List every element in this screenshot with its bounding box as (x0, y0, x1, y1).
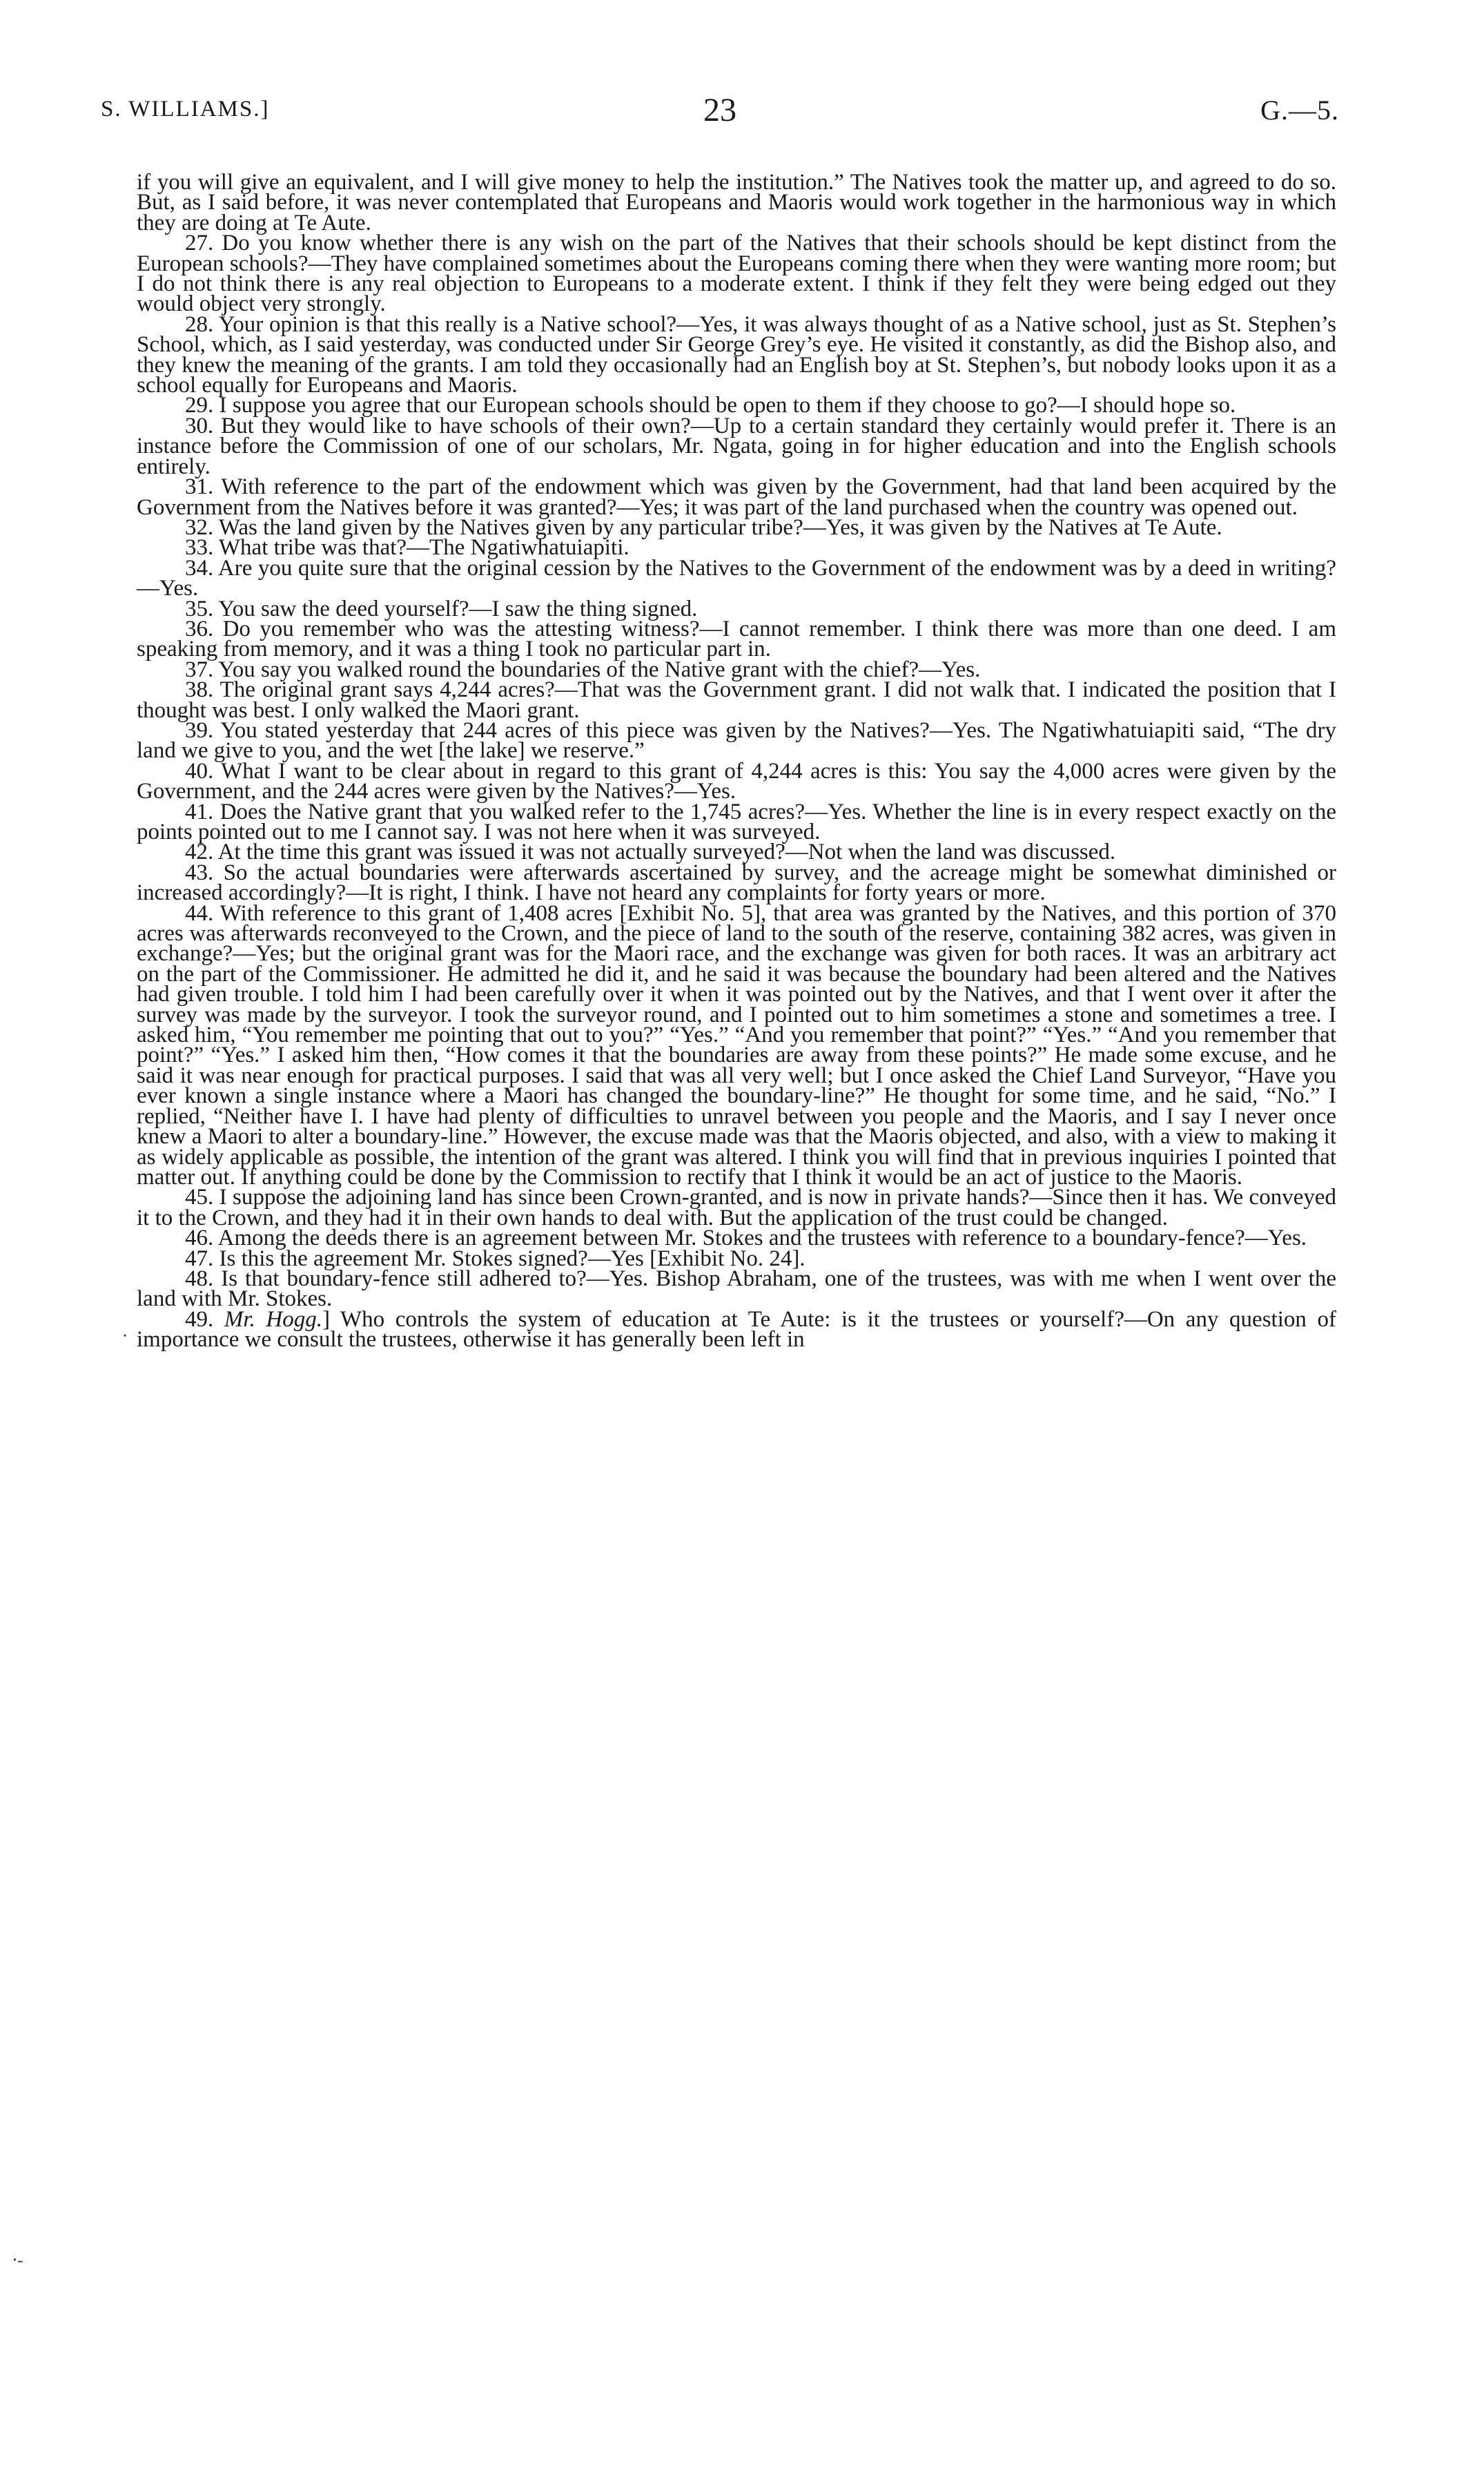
paragraph: 28. Your opinion is that this really is a Native school?—Yes, it was always thought of as a Native school, just as St. Stephen’s School, which, as I said yesterday, was conducted under Sir George Grey’s eye. He visited it constantly, as did the Bishop also, and they knew the meaning of the grants. I am told they occasionally had an English boy at St. Stephen’s, but nobody looks upon it as a school equally for Europeans and Maoris. (137, 311, 1336, 398)
paragraph: 29. I suppose you agree that our European schools should be open to them if they choose to go?—I should hope so. (185, 393, 1236, 418)
paragraph-last (137, 1306, 1336, 1353)
margin-dot: · (121, 1324, 128, 1347)
paragraph: 45. I suppose the adjoining land has since been Crown-granted, and is now in private hands?—Since then it has. We conveyed it to the Crown, and they had it in their own hands to deal with. But the application of the trust could be changed. (137, 1185, 1336, 1230)
paragraph: 38. The original grant says 4,244 acres?—That was the Government grant. I did not walk that. I indicated the position that I thought was best. I only walked the Maori grant. (137, 677, 1336, 723)
paragraph: 34. Are you quite sure that the original cession by the Natives to the Government of the endowment was by a deed in writing?—Yes. (137, 555, 1336, 601)
paragraph: 43. So the actual boundaries were afterwards ascertained by survey, and the acreage might be somewhat diminished or increased accordingly?—It is right, I think. I have not heard any complaints for forty years or more. (137, 860, 1336, 906)
paragraph: 30. But they would like to have schools of their own?—Up to a certain standard they certainly would prefer it. There is an instance before the Commission of one of our scholars, Mr. Ngata, going in for higher education and into the English schools entirely. (137, 413, 1336, 479)
paragraph: 36. Do you remember who was the attesting witness?—I cannot remember. I think there was more than one deed. I am speaking from memory, and it was a thing I took no particular part in. (137, 616, 1336, 662)
paragraph-text: ] Who controls the system of education at Te Aute: is it the trustees or yourself?—On any question of importance we consult the trustees, otherwise it has generally been left in (137, 1306, 1336, 1353)
paragraph: 40. What I want to be clear about in regard to this grant of 4,244 acres is this: You say the 4,000 acres were given by the Government, and the 244 acres were given by the Natives?—Yes. (137, 758, 1336, 804)
paragraph: 47. Is this the agreement Mr. Stokes signed?—Yes [Exhibit No. 24]. (185, 1246, 806, 1271)
scan-mark: ⸱- (12, 2250, 23, 2270)
document-body (137, 170, 1336, 1353)
paragraph: 31. With reference to the part of the endowment which was given by the Government, had that land been acquired by the Government from the Natives before it was granted?—Yes; it was part of the land purchased when the country was opened out. (137, 474, 1336, 520)
question-number: 49. (185, 1306, 224, 1332)
paragraph: 35. You saw the deed yourself?—I saw the thing signed. (185, 596, 698, 621)
page-number: 23 (703, 92, 736, 128)
speaker-name: Mr. Hogg. (224, 1306, 322, 1332)
paragraph: if you will give an equivalent, and I will give money to help the institution.” The Natives took the matter up, and agreed to do so. But, as I said before, it was never contemplated that Europeans and Maoris would work together in the harmonious way in which they are doing at Te Aute. (137, 170, 1336, 235)
page-header (101, 92, 1339, 138)
paragraph: 42. At the time this grant was issued it was not actually surveyed?—Not when the land was discussed. (185, 840, 1116, 865)
paragraph: 37. You say you walked round the boundaries of the Native grant with the chief?—Yes. (185, 657, 981, 682)
paragraph: 27. Do you know whether there is any wish on the part of the Natives that their schools should be kept distinct from the European schools?—They have complained sometimes about the Europeans coming there when they were wanting more room; but I do not think there is any real objection to Europeans to a moderate extent. I think if they felt they were being edged out they would object very strongly. (137, 231, 1336, 317)
paragraph: 33. What tribe was that?—The Ngatiwhatuiapiti. (185, 535, 629, 561)
paragraph: 41. Does the Native grant that you walked refer to the 1,745 acres?—Yes. Whether the line is in every respect exactly on the points pointed out to me I cannot say. I was not here when it was surveyed. (137, 799, 1336, 844)
paragraph: 32. Was the land given by the Natives given by any particular tribe?—Yes, it was given by the Natives at Te Aute. (185, 514, 1222, 540)
paragraph: 44. With reference to this grant of 1,408 acres [Exhibit No. 5], that area was granted by the Natives, and this portion of 370 acres was afterwards reconveyed to the Crown, and the piece of land to the south of the reserve, containing 382 acres, was given in exchange?—Yes; but the original grant was for the Maori race, and the exchange was given for both races. It was an arbitrary act on the part of the Commissioner. He admitted he did it, and he said it was because the boundary had been altered and the Natives had given trouble. I told him I had been carefully over it when it was pointed out by the Natives, and that I went over it after the survey was made by the surveyor. I took the surveyor round, and I pointed out to him sometimes a stone and sometimes a tree. I asked him, “You remember me pointing that out to you?” “Yes.” “And you remember that point?” “Yes.” “And you remember that point?” “Yes.” I asked him then, “How comes it that the boundaries are away from these points?” He made some excuse, and he said it was near enough for practical purposes. I said that was all very well; but I once asked the Chief Land Surveyor, “Have you ever known a single instance where a Maori has changed the boundary-line?” He thought for some time, and he said, “No.” I replied, “Neither have I. I have had plenty of difficulties to unravel between you people and the Maoris, and I say I never once knew a Maori to alter a boundary-line.” However, the excuse made was that the Maoris objected, and also, with a view to making it as widely applicable as possible, the intention of the grant was altered. I think you will find that in previous inquiries I pointed that matter out. If anything could be done by the Commission to rectify that I think it would be an act of justice to the Maoris. (137, 900, 1336, 1190)
paragraph: 46. Among the deeds there is an agreement between Mr. Stokes and the trustees with reference to a boundary-fence?—Yes. (185, 1226, 1307, 1251)
paragraph: 48. Is that boundary-fence still adhered to?—Yes. Bishop Abraham, one of the trustees, was with me when I went over the land with Mr. Stokes. (137, 1266, 1336, 1312)
paragraph: 39. You stated yesterday that 244 acres of this piece was given by the Natives?—Yes. The Ngatiwhatuiapiti said, “The dry land we give to you, and the wet [the lake] we reserve.” (137, 717, 1336, 764)
document-reference: G.—5. (1260, 95, 1339, 126)
witness-name: S. WILLIAMS.] (101, 97, 270, 122)
